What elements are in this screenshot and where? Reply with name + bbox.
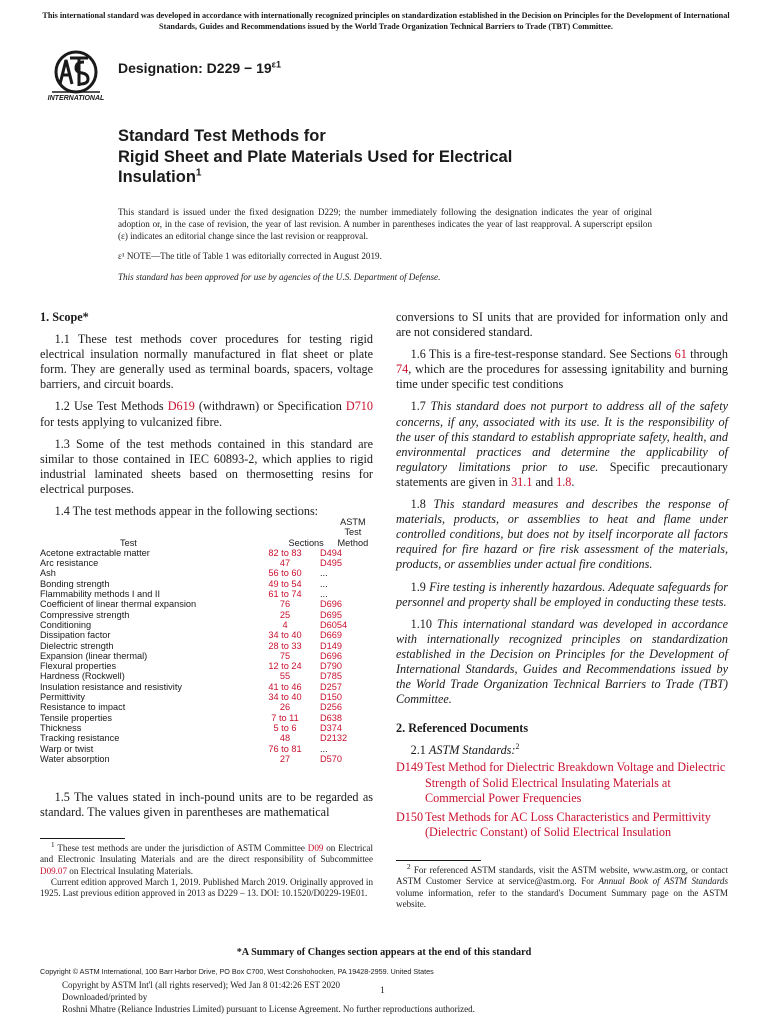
- para-1-2-text-c: for tests applying to vulcanized fibre.: [40, 414, 223, 429]
- license-line-1: Copyright by ASTM Int'l (all rights reserved); Wed Jan 8 01:42:26 EST 2020: [62, 980, 341, 990]
- table-cell-sections[interactable]: 27: [279, 753, 291, 764]
- tbt-notice: This international standard was developed in accordance with internationally recognized principles on standardization established in the Decision on Principles for the Development of International Standards, Guides and Recommendations issued by the World Trade Organization Technical Barriers to Trade (TBT) Committee.: [42, 11, 730, 31]
- para-1-5-continued: conversions to SI units that are provided for information only and are not considered standard.: [396, 310, 728, 340]
- para-1-10: [396, 617, 728, 708]
- table-cell-method[interactable]: D149: [320, 640, 342, 651]
- table-cell-method[interactable]: D638: [320, 712, 342, 723]
- para-1-8-italic: This standard measures and describes the response of materials, products, or assemblies to heat and flame under controlled conditions, but does not by itself incorporate all factors required for fire hazard or fire risk assessment of the materials, products, or assemblies under actual fire conditions.: [396, 497, 728, 572]
- header-sections: Sections: [288, 537, 324, 548]
- ref-code-d149[interactable]: D149: [396, 760, 424, 775]
- title-line-1: Standard Test Methods for: [118, 127, 326, 145]
- table-cell-sections[interactable]: 75: [279, 650, 291, 661]
- table-cell-method: ...: [320, 589, 328, 600]
- left-column: [40, 310, 373, 526]
- title-line-2: Rigid Sheet and Plate Materials Used for Electrical: [118, 147, 513, 166]
- table-cell-method[interactable]: D494: [320, 547, 342, 558]
- table-cell-method[interactable]: D256: [320, 702, 342, 713]
- para-1-7-text-b: Specific precautionary statements are given in: [396, 459, 728, 489]
- table-cell-sections[interactable]: 56 to 60: [268, 568, 302, 579]
- table-cell-method: ...: [320, 578, 328, 589]
- para-1-10-italic: This international standard was developed in accordance with internationally recognized principles on standardization established in the Decision on Principles for the Development of International Standards, Guides and Recommendations issued by the World Trade Organization Technical Barriers to Trade (TBT) Committee.: [396, 616, 729, 707]
- table-cell-test: Warp or twist: [40, 743, 94, 754]
- footnote-1: [40, 839, 373, 899]
- header-method: [333, 517, 373, 548]
- para-2-1-italic: ASTM Standards:: [428, 743, 516, 758]
- link-section-31-1[interactable]: 31.1: [511, 474, 533, 489]
- document-title: [118, 126, 512, 188]
- designation-label: Designation: D229 − 19: [118, 60, 272, 76]
- table-cell-test: Flammability methods I and II: [40, 589, 160, 600]
- link-committee-d09[interactable]: D09: [307, 843, 324, 853]
- page-number: 1: [380, 985, 385, 996]
- table-cell-test: Dissipation factor: [40, 630, 111, 641]
- table-cell-test: Bonding strength: [40, 578, 110, 589]
- table-cell-sections[interactable]: 34 to 40: [268, 692, 302, 703]
- para-1-2-text-b: (withdrawn) or Specification: [194, 399, 346, 414]
- table-cell-sections[interactable]: 82 to 83: [268, 547, 302, 558]
- table-row: [40, 671, 373, 681]
- para-1-3: 1.3 Some of the test methods contained in this standard are similar to those contained in IEC 60893-2, which applies to rigid industrial laminated sheets based on thermosetting resins for electrical purposes.: [40, 436, 373, 496]
- table-row: [40, 641, 373, 651]
- table-row: [40, 661, 373, 671]
- editorial-note: ε¹ NOTE—The title of Table 1 was editorially corrected in August 2019.: [118, 251, 382, 261]
- link-section-61[interactable]: 61: [674, 347, 687, 362]
- table-cell-method[interactable]: D785: [320, 671, 342, 682]
- para-1-4: 1.4 The test methods appear in the following sections:: [54, 504, 319, 519]
- table-cell-method[interactable]: D570: [320, 753, 342, 764]
- license-line-3: Roshni Mhatre (Reliance Industries Limited) pursuant to License Agreement. No further reproductions authorized.: [62, 1003, 475, 1014]
- para-1-7-number: 1.7: [410, 399, 431, 414]
- table-cell-method[interactable]: D374: [320, 722, 342, 733]
- footnote-1-text-b: on Electrical and Electronic Insulating Materials and are the direct responsibility of Subcommittee: [40, 843, 373, 865]
- para-1-8-number: 1.8: [410, 497, 434, 512]
- table-cell-sections[interactable]: 47: [279, 558, 291, 569]
- table-cell-test: Arc resistance: [40, 558, 99, 569]
- header-method-method: Method: [337, 537, 369, 548]
- table-cell-test: Compressive strength: [40, 609, 130, 620]
- table-cell-test: Flexural properties: [40, 661, 117, 672]
- title-line-3: [118, 167, 512, 188]
- para-1-2: [40, 399, 373, 429]
- header-method-astm: ASTM: [340, 517, 366, 527]
- table-cell-test: Acetone extractable matter: [40, 547, 150, 558]
- table-row: [40, 702, 373, 712]
- footnote-2-text-a: For referenced ASTM standards, visit the ASTM website, www.astm.org, or contact ASTM Customer Service at service@astm.org. For: [396, 865, 728, 887]
- para-1-6-text-c: , which are the procedures for assessing ignitability and burning time under specific test conditions: [396, 362, 728, 392]
- table-cell-sections[interactable]: 26: [279, 702, 291, 713]
- license-block: [62, 980, 475, 1015]
- copyright-line: Copyright © ASTM International, 100 Barr Harbor Drive, PO Box C700, West Conshohocken, PA 19428-2959. United States: [40, 967, 434, 976]
- table-cell-method[interactable]: D695: [320, 609, 342, 620]
- para-1-9: [396, 580, 728, 610]
- table-cell-test: Water absorption: [40, 753, 110, 764]
- table-cell-test: Tracking resistance: [40, 733, 120, 744]
- title-footnote-mark: 1: [195, 167, 202, 179]
- table-cell-method[interactable]: D150: [320, 692, 342, 703]
- table-cell-sections[interactable]: 55: [279, 671, 291, 682]
- issue-note: This standard is issued under the fixed designation D229; the number immediately following the designation indicates the year of original adoption or, in the case of revision, the year of last revision. A number in parentheses indicates the year of last reapproval. A superscript epsilon (ε) indicates an editorial change since the last revision or reapproval.: [118, 207, 652, 242]
- table-row: [40, 548, 373, 558]
- table-cell-test: Ash: [40, 568, 56, 579]
- header-test: Test: [120, 537, 137, 548]
- para-1-5: 1.5 The values stated in inch-pound units are to be regarded as standard. The values given in parentheses are mathematical: [40, 790, 373, 820]
- table-cell-test: Permittivity: [40, 692, 85, 703]
- para-1-2-text-a: 1.2 Use Test Methods: [54, 399, 168, 414]
- para-1-7-italic: This standard does not purport to address all of the safety concerns, if any, associated with its use. It is the responsibility of the user of this standard to establish appropriate safety, health, and environmental practices and determine the applicability of regulatory limitations prior to use.: [396, 399, 728, 474]
- table-cell-test: Resistance to impact: [40, 702, 126, 713]
- table-row: [40, 733, 373, 743]
- para-2-1-footnote-mark: 2: [515, 742, 520, 752]
- para-1-9-number: 1.9: [410, 579, 430, 594]
- table-cell-sections[interactable]: 76: [279, 599, 291, 610]
- astm-logo: [40, 48, 112, 108]
- referenced-documents-heading: 2. Referenced Documents: [396, 721, 529, 736]
- table-cell-sections[interactable]: 76 to 81: [268, 743, 302, 754]
- table-cell-method[interactable]: D696: [320, 599, 342, 610]
- para-1-6: [396, 347, 728, 392]
- table-row: [40, 568, 373, 578]
- designation: [118, 60, 281, 76]
- table-row: [40, 744, 373, 754]
- reference-d150[interactable]: [396, 810, 728, 841]
- table-cell-test: Dielectric strength: [40, 640, 114, 651]
- table-cell-sections[interactable]: 34 to 40: [268, 630, 302, 641]
- footnote-2-mark: 2: [406, 861, 411, 871]
- table-cell-method[interactable]: D790: [320, 661, 342, 672]
- link-subcommittee-d09-07[interactable]: D09.07: [40, 865, 68, 876]
- table-row: [40, 682, 373, 692]
- para-1-10-number: 1.10: [410, 616, 437, 631]
- sections-table: [40, 517, 373, 764]
- footnote-divider-right: [396, 860, 481, 861]
- table-cell-test: Conditioning: [40, 619, 92, 630]
- table-row: [40, 589, 373, 599]
- para-1-6-text-a: 1.6 This is a fire-test-response standard. See Sections: [410, 347, 675, 362]
- para-2-1-number: 2.1: [410, 743, 429, 758]
- link-d619[interactable]: D619: [167, 399, 195, 414]
- table-row: [40, 630, 373, 640]
- footnote-2-text-b: volume information, refer to the standard's Document Summary page on the ASTM website.: [396, 887, 728, 909]
- table-cell-sections[interactable]: 41 to 46: [268, 681, 302, 692]
- footnote-1-text: [40, 839, 373, 877]
- header-method-test: Test: [344, 527, 362, 538]
- dod-approval-note: This standard has been approved for use by agencies of the U.S. Department of Defense.: [118, 272, 441, 282]
- para-1-7: [396, 399, 728, 490]
- table-cell-sections[interactable]: 49 to 54: [268, 578, 302, 589]
- table-cell-test: Tensile properties: [40, 712, 113, 723]
- footnote-2-text: [396, 861, 728, 910]
- table-cell-method[interactable]: D495: [320, 558, 342, 569]
- footnote-1-mark: 1: [50, 839, 55, 849]
- table-header: [40, 517, 373, 548]
- para-1-9-italic: Fire testing is inherently hazardous. Adequate safeguards for personnel and property shall be employed in conducting these tests.: [396, 579, 728, 609]
- table-cell-method[interactable]: D257: [320, 681, 342, 692]
- para-1-7-text-c: and: [532, 474, 557, 489]
- right-column: [396, 310, 728, 843]
- logo-wordmark: INTERNATIONAL: [47, 95, 105, 102]
- footnote-1-edition: Current edition approved March 1, 2019. Published March 2019. Originally approved in 1925. Last previous edition approved in 2013 as D229 – 13. DOI: 10.1520/D0229-19E01.: [40, 876, 373, 899]
- table-cell-test: Coefficient of linear thermal expansion: [40, 599, 197, 610]
- table-row: [40, 620, 373, 630]
- footnote-2: [396, 861, 728, 910]
- ref-code-d150[interactable]: D150: [396, 809, 424, 824]
- table-row: [40, 558, 373, 568]
- scope-heading: 1. Scope*: [40, 310, 89, 324]
- table-cell-method: ...: [320, 568, 328, 579]
- table-cell-method[interactable]: D6054: [320, 619, 348, 630]
- table-cell-sections[interactable]: 25: [279, 609, 291, 620]
- ref-title-d150[interactable]: Test Methods for AC Loss Characteristics and Permittivity (Dielectric Constant) of Solid Electrical Insulation: [425, 809, 711, 840]
- para-1-8: [396, 497, 728, 572]
- para-1-5-block: [40, 790, 373, 827]
- table-row: [40, 610, 373, 620]
- link-section-1-8[interactable]: 1.8: [556, 474, 572, 489]
- table-cell-sections[interactable]: 4: [282, 619, 288, 630]
- table-row: [40, 692, 373, 702]
- table-body: [40, 548, 373, 764]
- footnote-1-text-a: These test methods are under the jurisdiction of ASTM Committee: [54, 843, 308, 853]
- table-cell-test: Thickness: [40, 722, 82, 733]
- designation-epsilon: ε1: [271, 59, 281, 70]
- table-row: [40, 599, 373, 609]
- table-cell-method[interactable]: D696: [320, 650, 342, 661]
- footnote-divider-left: [40, 838, 125, 839]
- table-cell-sections[interactable]: 48: [279, 733, 291, 744]
- para-1-7-text-d: .: [571, 474, 575, 489]
- link-d710[interactable]: D710: [345, 399, 373, 414]
- ref-title-d149[interactable]: Test Method for Dielectric Breakdown Voltage and Dielectric Strength of Solid Electrical Insulating Materials at Commercial Power Frequencies: [425, 760, 726, 806]
- table-row: [40, 754, 373, 764]
- table-cell-method[interactable]: D669: [320, 630, 342, 641]
- license-line-2: Downloaded/printed by: [62, 991, 148, 1002]
- table-row: [40, 651, 373, 661]
- table-cell-sections[interactable]: 61 to 74: [268, 589, 302, 600]
- table-row: [40, 713, 373, 723]
- table-cell-sections[interactable]: 5 to 6: [273, 722, 297, 733]
- table-cell-test: Hardness (Rockwell): [40, 671, 125, 682]
- para-1-1: 1.1 These test methods cover procedures for testing rigid electrical insulation normally manufactured in flat sheet or plate form. They are generally used as terminal boards, spacers, voltage barriers, and circuit boards.: [40, 332, 373, 392]
- table-cell-method[interactable]: D2132: [320, 733, 348, 744]
- table-cell-method: ...: [320, 743, 328, 754]
- para-2-1: [396, 743, 728, 758]
- table-row: [40, 723, 373, 733]
- summary-of-changes-note: *A Summary of Changes section appears at the end of this standard: [236, 947, 532, 958]
- link-section-74[interactable]: 74: [396, 362, 409, 377]
- table-row: [40, 579, 373, 589]
- table-cell-test: Insulation resistance and resistivity: [40, 681, 182, 692]
- table-cell-sections[interactable]: 28 to 33: [268, 640, 302, 651]
- reference-d149[interactable]: [396, 760, 728, 806]
- para-1-6-text-b: through: [686, 347, 728, 362]
- footnote-1-text-c: on Electrical Insulating Materials.: [67, 865, 194, 876]
- table-cell-test: Expansion (linear thermal): [40, 650, 148, 661]
- footnote-2-italic: Annual Book of ASTM Standards: [598, 876, 728, 887]
- table-cell-sections[interactable]: 12 to 24: [268, 661, 302, 672]
- title-line-3-text: Insulation: [118, 168, 196, 186]
- table-cell-sections[interactable]: 7 to 11: [271, 712, 299, 723]
